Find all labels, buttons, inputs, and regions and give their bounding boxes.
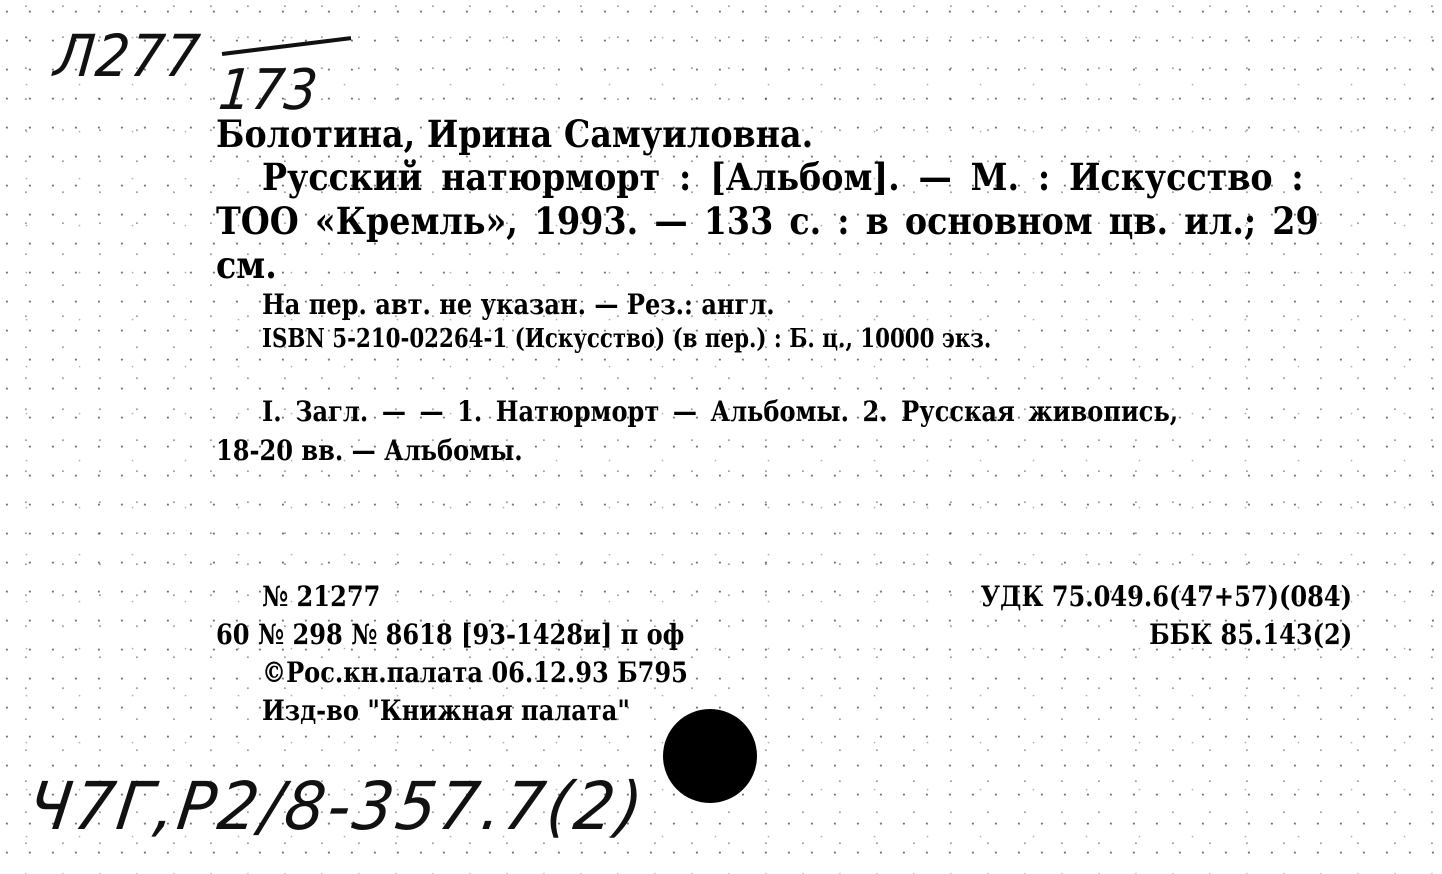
record-note-isbn: ISBN 5-210-02264-1 (Искусство) (в пер.) : Б. ц., 10000 экз. [262, 324, 992, 354]
record-subjects-line-2: 18-20 вв. — Альбомы. [216, 434, 523, 467]
record-title-line-1: Русский натюрморт : [Альбом]. — М. : Искусство : [262, 155, 1304, 199]
record-title-line-2: ТОО «Кремль», 1993. — 133 с. : в основном цв. ил.; 29 [216, 199, 1319, 243]
handwritten-shelfmark-top: Л277 [51, 22, 204, 90]
record-title-line-3: см. [216, 243, 277, 287]
record-subjects-line-1: I. Загл. — — 1. Натюрморт — Альбомы. 2. Русская живопись, [262, 395, 1179, 428]
imprint-publisher: Изд-во "Книжная палата" [262, 694, 630, 727]
record-author: Болотина, Ирина Самуиловна. [216, 112, 814, 156]
imprint-number: № 21277 [262, 580, 381, 613]
handwritten-shelfmark-bottom: Ч7Г,Р2/8-357.7(2) [23, 768, 650, 845]
classification-bbk: ББК 85.143(2) [1148, 618, 1352, 651]
imprint-order-line: 60 № 298 № 8618 [93-1428и] п оф [216, 618, 685, 651]
fraction-bar [222, 36, 352, 56]
classification-udk: УДК 75.049.6(47+57)(084) [980, 580, 1352, 613]
punch-hole [663, 709, 757, 803]
record-note-1: На пер. авт. не указан. — Рез.: англ. [262, 288, 775, 321]
imprint-copyright: ©Рос.кн.палата 06.12.93 Б795 [262, 656, 688, 689]
handwritten-fraction-denominator: 173 [215, 58, 321, 123]
